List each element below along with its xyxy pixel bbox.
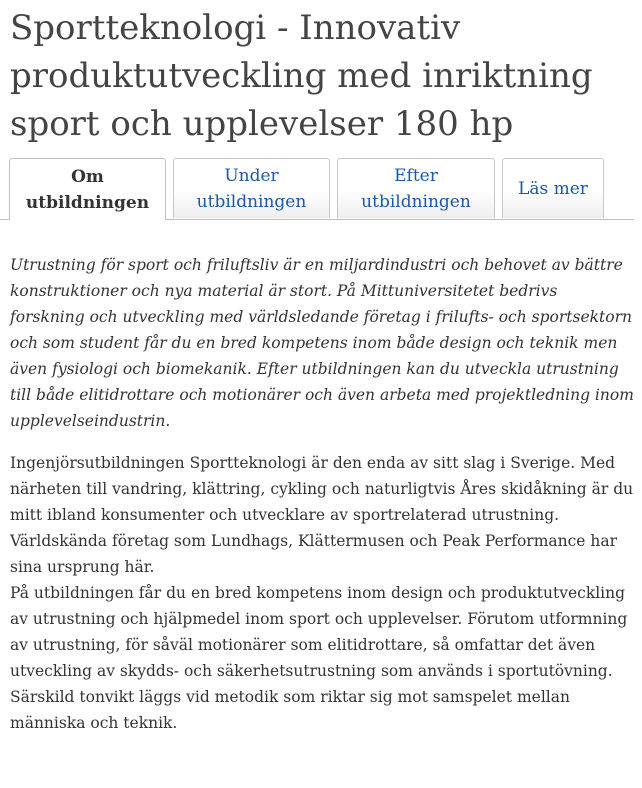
tab-label [197,163,307,215]
tab-label-line1: Efter [394,165,438,186]
body-paragraph: Ingenjörsutbildningen Sportteknologi är den enda av sitt slag i Sverige. Med närheten till vandring, klättring, cykling och naturligtvis Åres skidåkning är du mitt ibland konsumenter och utvecklare av sportrelaterad utrustning. Världskända företag som Lundhags, Klättermusen och Peak Performance har sina ursprung här. [10,454,634,576]
tab-label-line2: utbildningen [196,191,307,212]
tab-las-mer[interactable] [502,158,604,218]
tab-label-line2: utbildningen [361,191,471,212]
tab-label-line2: utbildningen [25,192,150,213]
tab-label: Läs mer [518,178,588,199]
tab-label-line1: Under [224,165,279,186]
tab-label [26,164,149,216]
intro-paragraph: Utrustning för sport och friluftsliv är en miljardindustri och behovet av bättre konstruktioner och nya material är stort. På Mittuniversitetet bedrivs forskning och utveckling med världsledande företag i frilufts- och sportsektorn och som student får du en bred kompetens inom både design och teknik men även fysiologi och biomekanik. Efter utbildningen kan du utveckla utrustning till både elitidrottare och motionärer och även arbeta med projektledning inom upplevelseindustrin. [10,256,634,430]
tab-label-line1: Om [71,166,104,187]
page-title: Sportteknologi - Innovativ produktutveckling med inriktning sport och upplevelser 180 hp [10,8,593,144]
tab-under-utbildningen[interactable] [173,158,330,218]
tab-om-utbildningen[interactable] [9,158,166,220]
body-paragraph: På utbildningen får du en bred kompetens inom design och produktutveckling av utrustning och hjälpmedel inom sport och upplevelser. Förutom utformning av utrustning, för såväl motionärer som elitidrottare, så omfattar det även utveckling av skydds- och säkerhetsutrustning som används i sportutövning. Särskild tonvikt läggs vid metodik som riktar sig mot samspelet mellan människa och teknik. [10,584,628,732]
tab-efter-utbildningen[interactable] [337,158,495,218]
tab-bar [0,158,634,220]
tab-content [10,252,635,736]
tab-label [361,163,471,215]
